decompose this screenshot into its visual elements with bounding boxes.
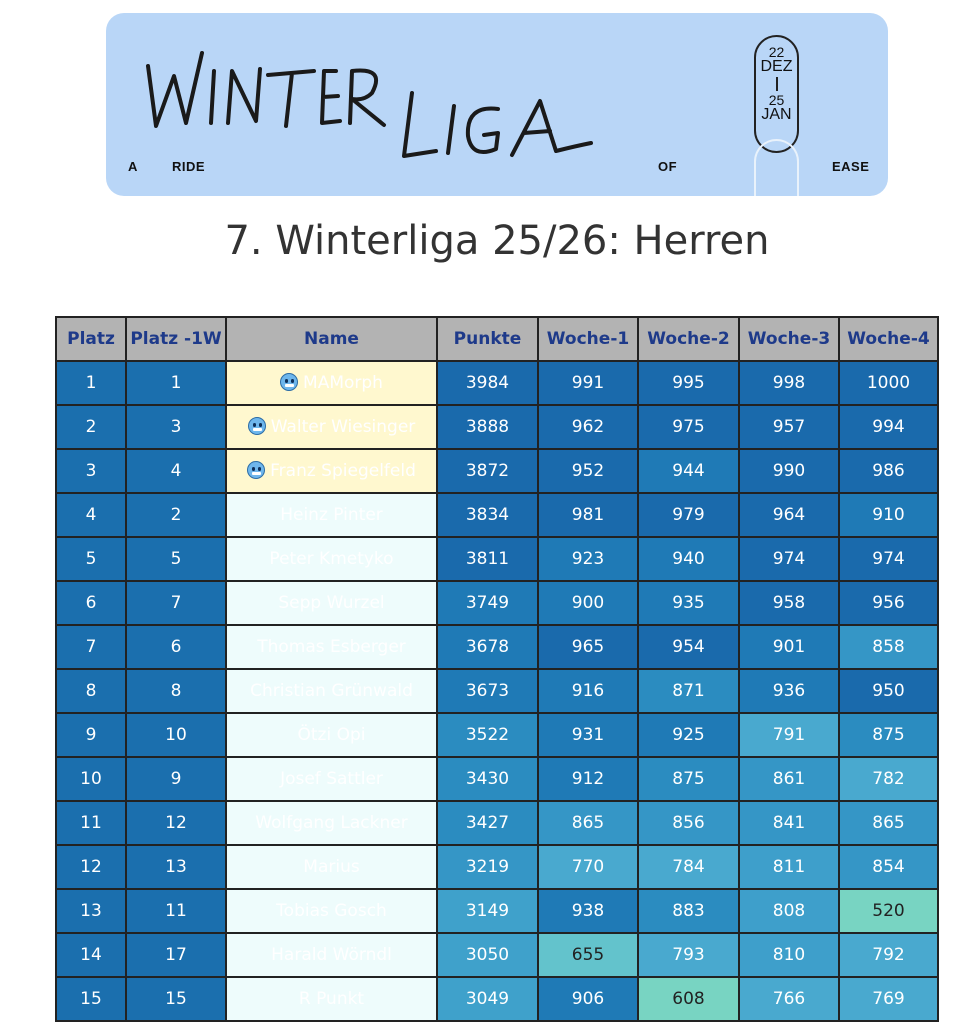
- rank-cell: 9: [56, 713, 126, 757]
- name-cell[interactable]: [226, 713, 437, 757]
- week-2-cell: 856: [638, 801, 739, 845]
- week-3-cell: 766: [739, 977, 839, 1021]
- name-cell[interactable]: [226, 361, 437, 405]
- week-3-cell: 861: [739, 757, 839, 801]
- rank-cell: 7: [56, 625, 126, 669]
- name-cell[interactable]: [226, 977, 437, 1021]
- week-3-cell: 974: [739, 537, 839, 581]
- rider-name: Thomas Esberger: [257, 637, 406, 657]
- previous-rank-cell: 13: [126, 845, 226, 889]
- week-2-cell: 784: [638, 845, 739, 889]
- header-woche-4[interactable]: Woche-4: [839, 317, 938, 361]
- points-cell: 3430: [437, 757, 538, 801]
- tagline-word-2: RIDE: [172, 159, 206, 174]
- table-header-row: [56, 317, 938, 361]
- decorative-pill: [754, 139, 799, 196]
- week-4-cell: 865: [839, 801, 938, 845]
- freezing-face-icon: [248, 417, 266, 435]
- previous-rank-cell: 9: [126, 757, 226, 801]
- table-row[interactable]: [56, 977, 938, 1021]
- week-3-cell: 791: [739, 713, 839, 757]
- rank-cell: 6: [56, 581, 126, 625]
- table-row[interactable]: [56, 361, 938, 405]
- week-2-cell: 608: [638, 977, 739, 1021]
- rank-cell: 11: [56, 801, 126, 845]
- points-cell: 3749: [437, 581, 538, 625]
- rider-name: MAMorph: [303, 373, 383, 393]
- rank-cell: 8: [56, 669, 126, 713]
- table-row[interactable]: [56, 801, 938, 845]
- points-cell: 3678: [437, 625, 538, 669]
- points-cell: 3219: [437, 845, 538, 889]
- date-start-month: DEZ: [760, 58, 793, 75]
- table-row[interactable]: [56, 493, 938, 537]
- rank-cell: 4: [56, 493, 126, 537]
- week-1-cell: 655: [538, 933, 638, 977]
- event-banner: [106, 13, 888, 196]
- name-cell[interactable]: [226, 933, 437, 977]
- week-3-cell: 901: [739, 625, 839, 669]
- previous-rank-cell: 3: [126, 405, 226, 449]
- week-4-cell: 792: [839, 933, 938, 977]
- table-row[interactable]: [56, 713, 938, 757]
- previous-rank-cell: 4: [126, 449, 226, 493]
- previous-rank-cell: 1: [126, 361, 226, 405]
- rider-name: Marius: [303, 857, 360, 877]
- week-1-cell: 962: [538, 405, 638, 449]
- rank-cell: 10: [56, 757, 126, 801]
- table-row[interactable]: [56, 933, 938, 977]
- week-2-cell: 940: [638, 537, 739, 581]
- week-4-cell: 782: [839, 757, 938, 801]
- date-end-month: JAN: [761, 106, 792, 123]
- points-cell: 3522: [437, 713, 538, 757]
- week-3-cell: 957: [739, 405, 839, 449]
- week-3-cell: 841: [739, 801, 839, 845]
- week-3-cell: 936: [739, 669, 839, 713]
- table-row[interactable]: [56, 757, 938, 801]
- winter-liga-logo: [136, 31, 606, 171]
- date-start-day: 22: [768, 44, 785, 60]
- week-4-cell: 910: [839, 493, 938, 537]
- week-4-cell: 875: [839, 713, 938, 757]
- date-end-day: 25: [768, 92, 785, 108]
- week-4-cell: 986: [839, 449, 938, 493]
- name-cell[interactable]: [226, 581, 437, 625]
- week-2-cell: 954: [638, 625, 739, 669]
- rank-cell: 12: [56, 845, 126, 889]
- week-3-cell: 990: [739, 449, 839, 493]
- week-1-cell: 938: [538, 889, 638, 933]
- name-cell[interactable]: [226, 405, 437, 449]
- header-woche-1[interactable]: Woche-1: [538, 317, 638, 361]
- week-3-cell: 964: [739, 493, 839, 537]
- previous-rank-cell: 11: [126, 889, 226, 933]
- previous-rank-cell: 5: [126, 537, 226, 581]
- header-platz[interactable]: Platz: [56, 317, 126, 361]
- week-4-cell: 956: [839, 581, 938, 625]
- tagline-word-3: OF: [658, 159, 678, 174]
- week-3-cell: 808: [739, 889, 839, 933]
- header-name[interactable]: Name: [226, 317, 437, 361]
- week-4-cell: 994: [839, 405, 938, 449]
- previous-rank-cell: 12: [126, 801, 226, 845]
- header-woche-2[interactable]: Woche-2: [638, 317, 739, 361]
- previous-rank-cell: 7: [126, 581, 226, 625]
- rank-cell: 14: [56, 933, 126, 977]
- week-1-cell: 923: [538, 537, 638, 581]
- week-2-cell: 925: [638, 713, 739, 757]
- points-cell: 3834: [437, 493, 538, 537]
- week-3-cell: 998: [739, 361, 839, 405]
- rider-name: Wolfgang Lackner: [255, 813, 408, 833]
- week-2-cell: 935: [638, 581, 739, 625]
- freezing-face-icon: [280, 373, 298, 391]
- date-separator: [776, 77, 778, 91]
- rank-cell: 13: [56, 889, 126, 933]
- week-1-cell: 912: [538, 757, 638, 801]
- header-platz-prev[interactable]: Platz -1W: [126, 317, 226, 361]
- week-4-cell: 974: [839, 537, 938, 581]
- week-3-cell: 958: [739, 581, 839, 625]
- points-cell: 3673: [437, 669, 538, 713]
- standings-body: [56, 361, 938, 1021]
- week-1-cell: 931: [538, 713, 638, 757]
- rank-cell: 5: [56, 537, 126, 581]
- week-2-cell: 975: [638, 405, 739, 449]
- week-4-cell: 858: [839, 625, 938, 669]
- rank-cell: 1: [56, 361, 126, 405]
- week-4-cell: 950: [839, 669, 938, 713]
- rider-name: R Punkt: [298, 989, 365, 1009]
- rider-name: Franz Spiegelfeld: [270, 461, 416, 481]
- rider-name: Christian Grünwald: [250, 681, 413, 701]
- week-2-cell: 875: [638, 757, 739, 801]
- name-cell[interactable]: [226, 493, 437, 537]
- date-range-badge: [754, 35, 799, 153]
- points-cell: 3872: [437, 449, 538, 493]
- week-4-cell: 1000: [839, 361, 938, 405]
- points-cell: 3888: [437, 405, 538, 449]
- previous-rank-cell: 10: [126, 713, 226, 757]
- name-cell[interactable]: [226, 669, 437, 713]
- standings-table: [55, 316, 939, 1022]
- rank-cell: 15: [56, 977, 126, 1021]
- points-cell: 3050: [437, 933, 538, 977]
- rider-name: Harald Wörndl: [271, 945, 392, 965]
- rider-name: Tobias Gosch: [276, 901, 387, 921]
- week-2-cell: 883: [638, 889, 739, 933]
- week-4-cell: 769: [839, 977, 938, 1021]
- tagline-word-4: EASE: [832, 159, 870, 174]
- week-1-cell: 770: [538, 845, 638, 889]
- table-row[interactable]: [56, 845, 938, 889]
- previous-rank-cell: 8: [126, 669, 226, 713]
- week-2-cell: 979: [638, 493, 739, 537]
- rider-name: Sepp Wurzel: [278, 593, 385, 613]
- table-row[interactable]: [56, 625, 938, 669]
- week-2-cell: 995: [638, 361, 739, 405]
- week-3-cell: 811: [739, 845, 839, 889]
- points-cell: 3811: [437, 537, 538, 581]
- name-cell[interactable]: [226, 757, 437, 801]
- points-cell: 3984: [437, 361, 538, 405]
- week-2-cell: 944: [638, 449, 739, 493]
- rider-name: Heinz Pinter: [280, 505, 383, 525]
- previous-rank-cell: 17: [126, 933, 226, 977]
- table-row[interactable]: [56, 669, 938, 713]
- header-woche-3[interactable]: Woche-3: [739, 317, 839, 361]
- name-cell[interactable]: [226, 845, 437, 889]
- week-2-cell: 871: [638, 669, 739, 713]
- rank-cell: 3: [56, 449, 126, 493]
- points-cell: 3427: [437, 801, 538, 845]
- points-cell: 3049: [437, 977, 538, 1021]
- name-cell[interactable]: [226, 889, 437, 933]
- week-1-cell: 865: [538, 801, 638, 845]
- tagline-word-1: A: [128, 159, 138, 174]
- page-title: 7. Winterliga 25/26: Herren: [224, 218, 770, 264]
- rank-cell: 2: [56, 405, 126, 449]
- name-cell[interactable]: [226, 625, 437, 669]
- week-3-cell: 810: [739, 933, 839, 977]
- rider-name: Ötzi Opi: [297, 725, 366, 745]
- table-row[interactable]: [56, 889, 938, 933]
- name-cell[interactable]: [226, 449, 437, 493]
- table-row[interactable]: [56, 537, 938, 581]
- previous-rank-cell: 6: [126, 625, 226, 669]
- previous-rank-cell: 2: [126, 493, 226, 537]
- name-cell[interactable]: [226, 801, 437, 845]
- rider-name: Walter Wiesinger: [270, 417, 416, 437]
- header-punkte[interactable]: Punkte: [437, 317, 538, 361]
- week-1-cell: 900: [538, 581, 638, 625]
- week-4-cell: 854: [839, 845, 938, 889]
- week-1-cell: 981: [538, 493, 638, 537]
- freezing-face-icon: [247, 461, 265, 479]
- name-cell[interactable]: [226, 537, 437, 581]
- rider-name: Peter Kmetyko: [269, 549, 394, 569]
- previous-rank-cell: 15: [126, 977, 226, 1021]
- table-row[interactable]: [56, 449, 938, 493]
- points-cell: 3149: [437, 889, 538, 933]
- table-row[interactable]: [56, 581, 938, 625]
- week-1-cell: 952: [538, 449, 638, 493]
- week-1-cell: 991: [538, 361, 638, 405]
- table-row[interactable]: [56, 405, 938, 449]
- rider-name: Josef Sattler: [280, 769, 383, 789]
- week-2-cell: 793: [638, 933, 739, 977]
- week-1-cell: 916: [538, 669, 638, 713]
- week-1-cell: 965: [538, 625, 638, 669]
- week-1-cell: 906: [538, 977, 638, 1021]
- week-4-cell: 520: [839, 889, 938, 933]
